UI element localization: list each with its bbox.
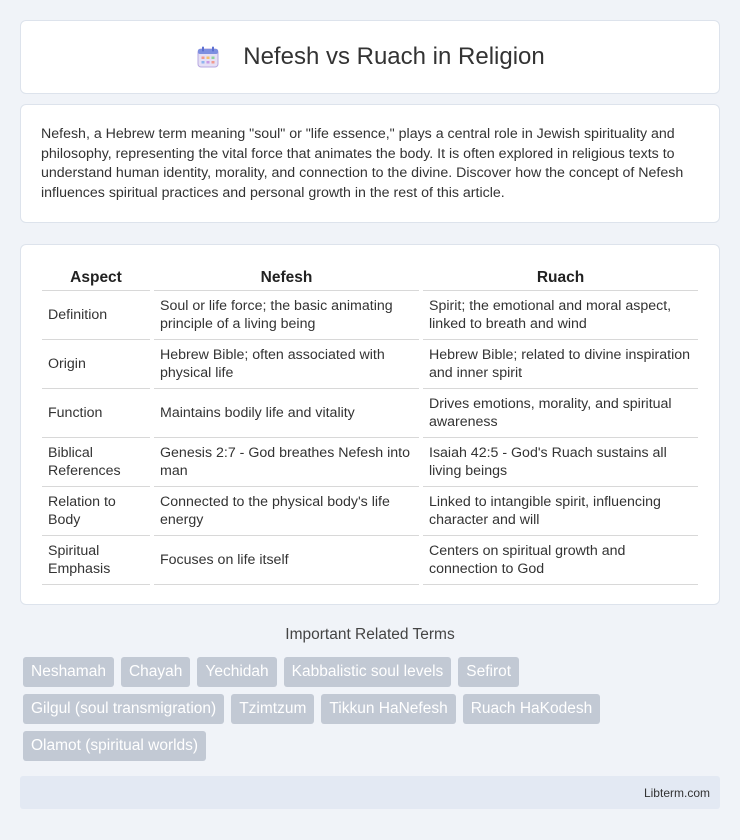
tag-gilgul[interactable]: Gilgul (soul transmigration) [23, 694, 224, 724]
table-row [42, 340, 698, 389]
related-terms-tags [23, 657, 723, 761]
cell-ruach: Isaiah 42:5 - God's Ruach sustains all living beings [423, 438, 698, 487]
table-row [42, 536, 698, 585]
tag-olamot[interactable]: Olamot (spiritual worlds) [23, 731, 206, 761]
cell-aspect: Relation to Body [42, 487, 150, 536]
header [195, 43, 545, 71]
cell-nefesh: Hebrew Bible; often associated with physical life [154, 340, 419, 389]
cell-aspect: Origin [42, 340, 150, 389]
tag-tzimtzum[interactable]: Tzimtzum [231, 694, 314, 724]
tag-neshamah[interactable]: Neshamah [23, 657, 114, 687]
comparison-table [38, 265, 702, 585]
cell-aspect: Spiritual Emphasis [42, 536, 150, 585]
table-row [42, 291, 698, 340]
cell-nefesh: Focuses on life itself [154, 536, 419, 585]
header-aspect: Aspect [42, 265, 150, 291]
cell-ruach: Drives emotions, morality, and spiritual awareness [423, 389, 698, 438]
cell-ruach: Spirit; the emotional and moral aspect, linked to breath and wind [423, 291, 698, 340]
page-title: Nefesh vs Ruach in Religion [243, 43, 545, 70]
cell-aspect: Biblical References [42, 438, 150, 487]
cell-ruach: Centers on spiritual growth and connection to God [423, 536, 698, 585]
cell-ruach: Hebrew Bible; related to divine inspiration and inner spirit [423, 340, 698, 389]
cell-aspect: Definition [42, 291, 150, 340]
tag-kabbalistic-soul-levels[interactable]: Kabbalistic soul levels [284, 657, 452, 687]
header-ruach: Ruach [423, 265, 698, 291]
footer-site-link[interactable]: Libterm.com [643, 786, 710, 800]
tag-ruach-hakodesh[interactable]: Ruach HaKodesh [463, 694, 601, 724]
table-header-row [42, 265, 698, 291]
intro-card [20, 104, 720, 223]
cell-aspect: Function [42, 389, 150, 438]
calendar-icon [195, 44, 221, 70]
related-terms-title: Important Related Terms [285, 626, 455, 643]
header-nefesh: Nefesh [154, 265, 419, 291]
tag-tikkun-hanefesh[interactable]: Tikkun HaNefesh [321, 694, 455, 724]
table-row [42, 438, 698, 487]
tag-sefirot[interactable]: Sefirot [458, 657, 519, 687]
cell-nefesh: Genesis 2:7 - God breathes Nefesh into man [154, 438, 419, 487]
table-row [42, 389, 698, 438]
cell-nefesh: Connected to the physical body's life energy [154, 487, 419, 536]
comparison-table-card [20, 244, 720, 605]
table-row [42, 487, 698, 536]
cell-nefesh: Soul or life force; the basic animating principle of a living being [154, 291, 419, 340]
tag-chayah[interactable]: Chayah [121, 657, 190, 687]
intro-text: Nefesh, a Hebrew term meaning "soul" or "life essence," plays a central role in Jewish spirituality and philosophy, representing the vital force that animates the body. It is often explored in religious texts to understand human identity, morality, and connection to the divine. Discover how the concept of Nefesh influences spiritual practices and personal growth in the rest of this article. [41, 126, 684, 201]
header-card [20, 20, 720, 94]
footer [20, 776, 720, 809]
cell-ruach: Linked to intangible spirit, influencing character and will [423, 487, 698, 536]
cell-nefesh: Maintains bodily life and vitality [154, 389, 419, 438]
tag-yechidah[interactable]: Yechidah [197, 657, 276, 687]
